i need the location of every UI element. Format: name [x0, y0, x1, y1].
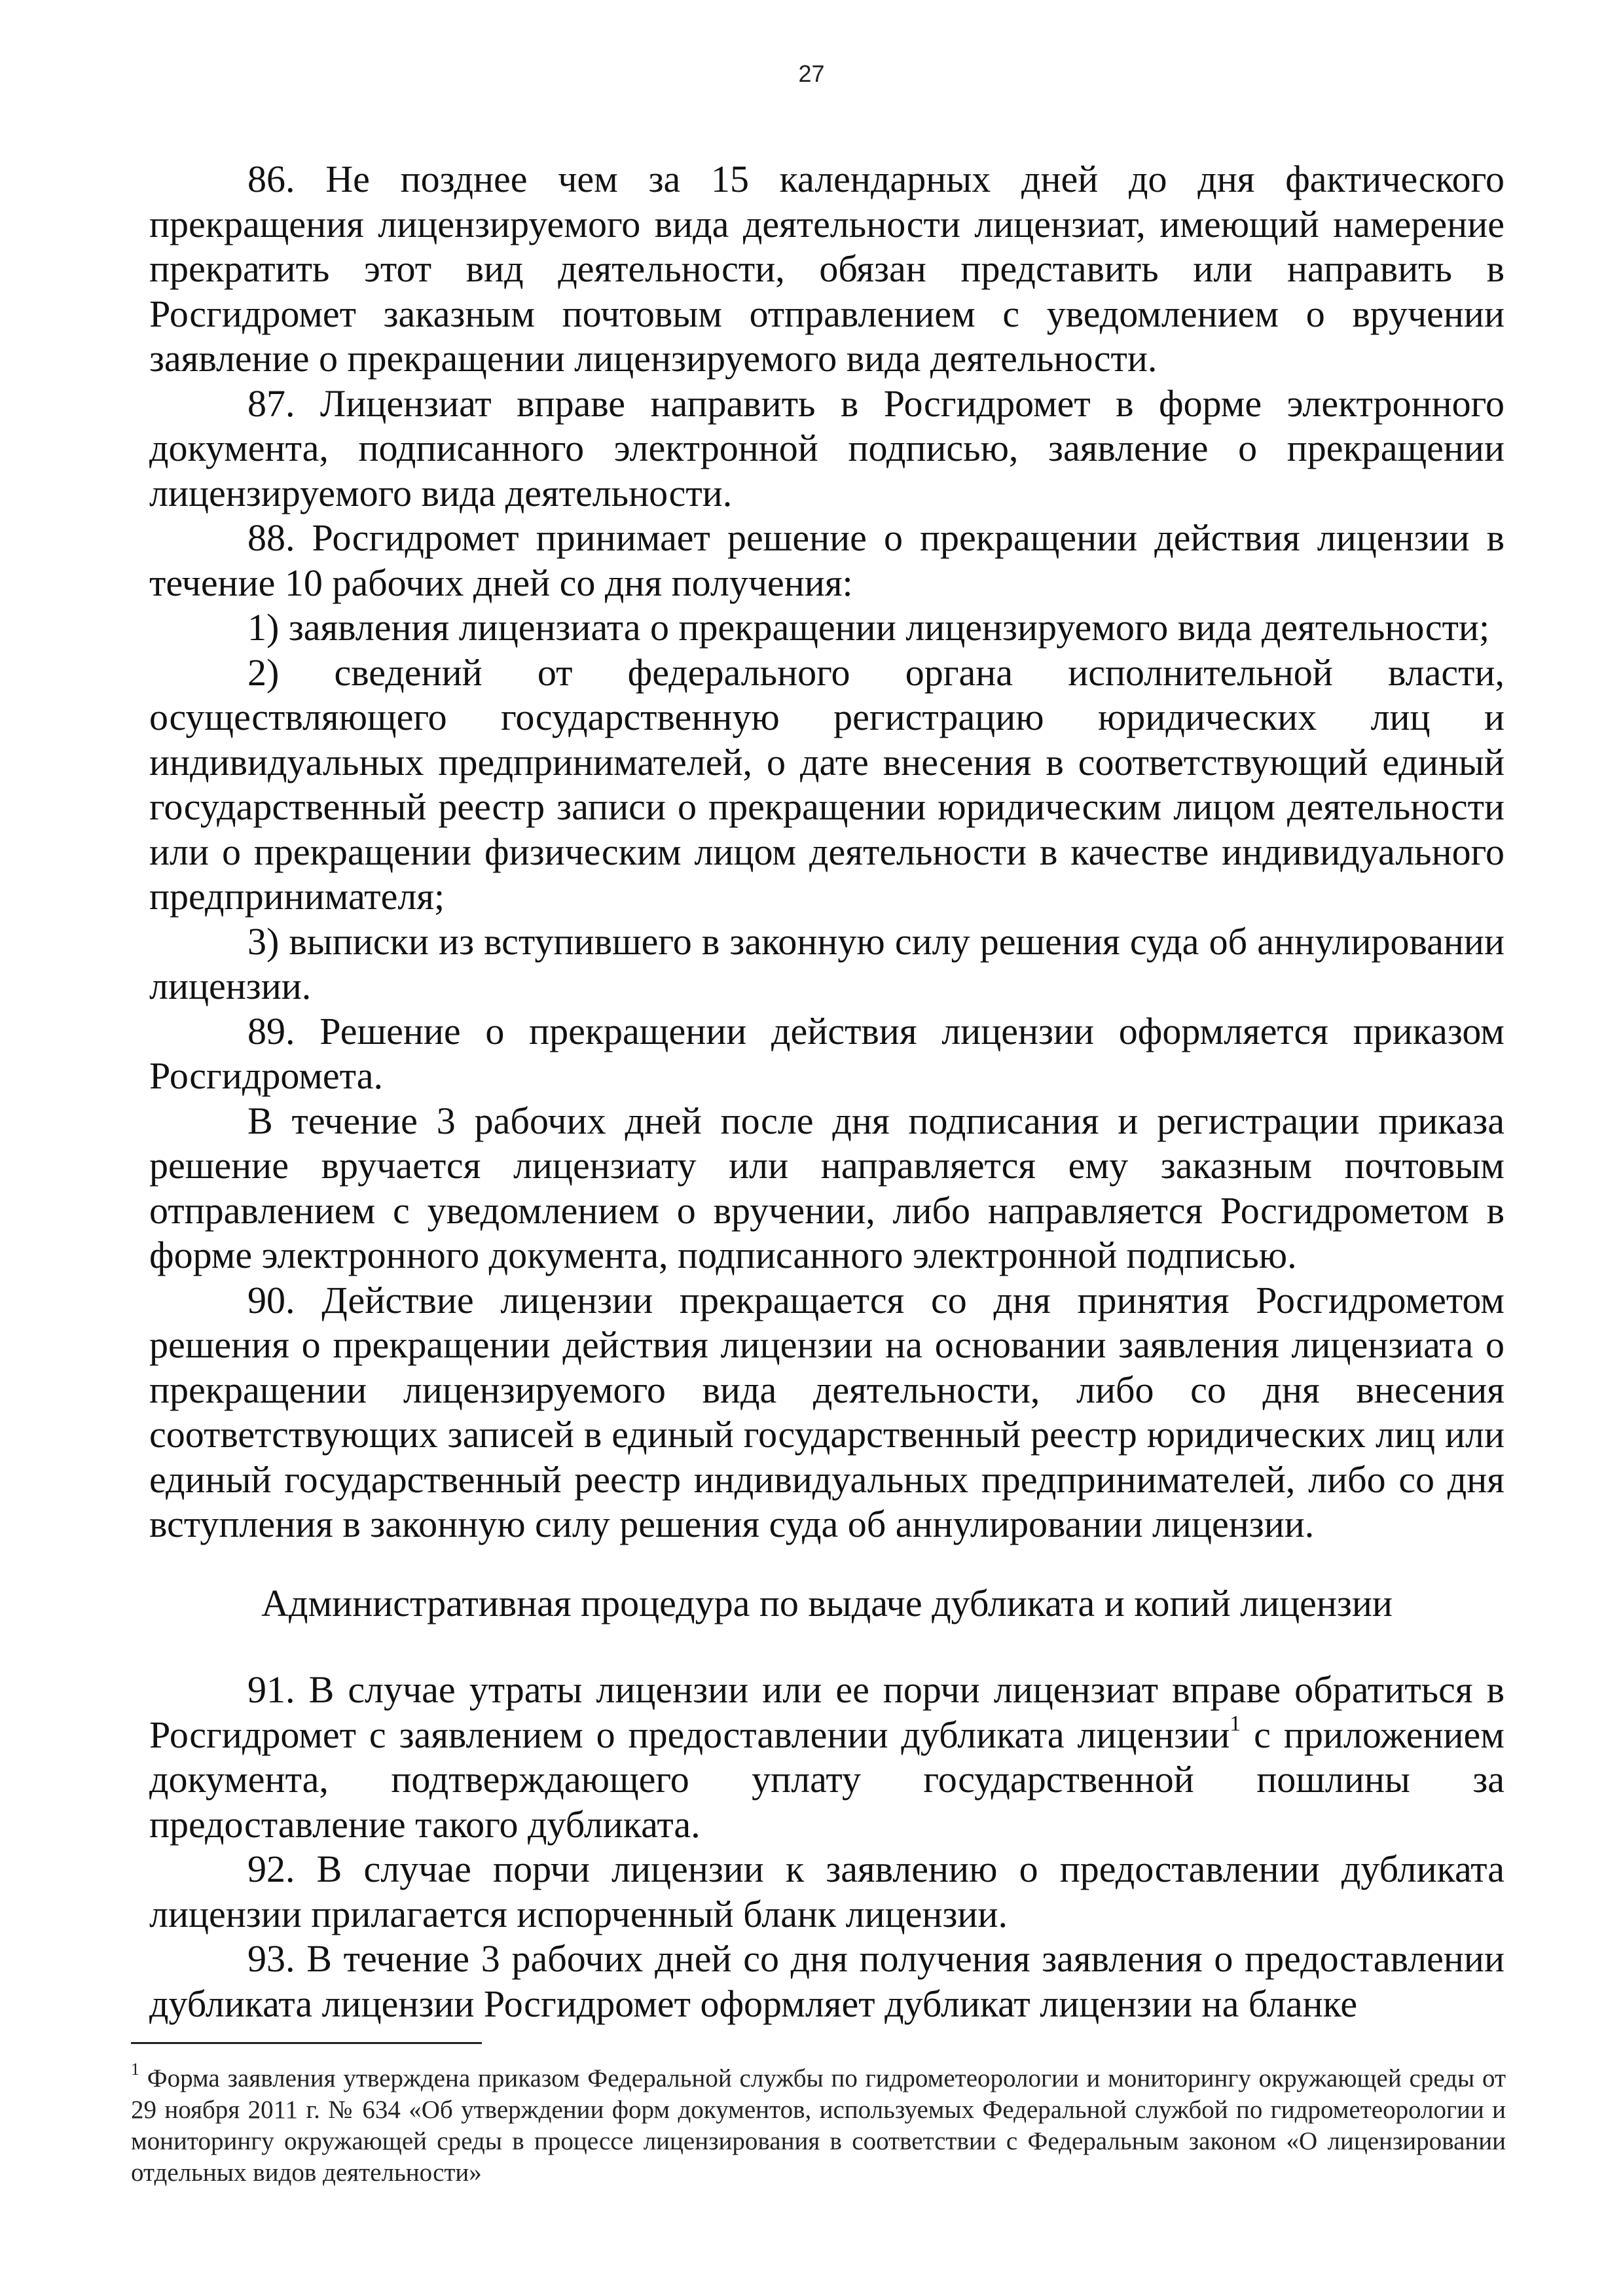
paragraph-91-text-start: 91. В случае утраты лицензии или ее порчи лицензиат вправе обратиться в Росгидромет с заявлением о предоставлении дубликата лицензии — [149, 1668, 1504, 1756]
paragraph-92: 92. В случае порчи лицензии к заявлению о предоставлении дубликата лицензии прилагается испорченный бланк лицензии. — [149, 1848, 1504, 1935]
paragraph-88-item-3: 3) выписки из вступившего в законную силу решения суда об аннулировании лицензии. — [149, 920, 1504, 1007]
paragraph-88: 88. Росгидромет принимает решение о прекращении действия лицензии в течение 10 рабочих дней со дня получения: — [149, 516, 1504, 604]
footnote-marker: 1 — [131, 2060, 139, 2079]
footnote-reference: 1 — [1230, 1711, 1241, 1736]
paragraph-88-item-1: 1) заявления лицензиата о прекращении лицензируемого вида деятельности; — [247, 606, 1490, 649]
paragraph-89-continuation: В течение 3 рабочих дней после дня подписания и регистрации приказа решение вручается лицензиату или направляется ему заказным почтовым отправлением с уведомлением о вручении, либо направляется Росгидрометом в форме электронного документа, подписанного электронной подписью. — [149, 1099, 1504, 1276]
paragraph-89: 89. Решение о прекращении действия лицензии оформляется приказом Росгидромета. — [149, 1009, 1504, 1097]
section-heading: Административная процедура по выдаче дубликата и копий лицензии — [261, 1581, 1393, 1624]
paragraph-87: 87. Лицензиат вправе направить в Росгидромет в форме электронного документа, подписанного электронной подписью, заявление о прекращении лицензируемого вида деятельности. — [149, 382, 1504, 514]
footnote — [131, 2060, 1506, 2189]
paragraph-91 — [149, 1668, 1504, 1847]
page-number: 27 — [798, 60, 825, 87]
paragraph-86: 86. Не позднее чем за 15 календарных дней до дня фактического прекращения лицензируемого вида деятельности лицензиат, имеющий намерение прекратить этот вид деятельности, обязан представить или направить в Росгидромет заказным почтовым отправлением с уведомлением о вручении заявление о прекращении лицензируемого вида деятельности. — [149, 158, 1504, 380]
body-text — [149, 157, 1504, 2026]
paragraph-93: 93. В течение 3 рабочих дней со дня получения заявления о предоставлении дубликата лицензии Росгидромет оформляет дубликат лицензии на бланке — [149, 1937, 1504, 2025]
paragraph-91-text-end: с приложением документа, подтверждающего уплату государственной пошлины за предоставление такого дубликата. — [149, 1713, 1504, 1846]
paragraph-88-item-2: 2) сведений от федерального органа исполнительной власти, осуществляющего государственную регистрацию юридических лиц и индивидуальных предпринимателей, о дате внесения в соответствующий единый государственный реестр записи о прекращении юридическим лицом деятельности или о прекращении физическим лицом деятельности в качестве индивидуального предпринимателя; — [149, 651, 1504, 918]
paragraph-90: 90. Действие лицензии прекращается со дня принятия Росгидрометом решения о прекращении действия лицензии на основании заявления лицензиата о прекращении лицензируемого вида деятельности, либо со дня внесения соответствующих записей в единый государственный реестр юридических лиц или единый государственный реестр индивидуальных предпринимателей, либо со дня вступления в законную силу решения суда об аннулировании лицензии. — [149, 1278, 1504, 1545]
footnote-separator — [131, 2042, 482, 2044]
footnote-text: Форма заявления утверждена приказом Федеральной службы по гидрометеорологии и мониторингу окружающей среды от 29 ноября 2011 г. № 634 «Об утверждении форм документов, используемых Федеральной службой по гидрометеорологии и мониторингу окружающей среды в процессе лицензирования в соответствии с Федеральным законом «О лицензировании отдельных видов деятельности» — [131, 2064, 1506, 2187]
